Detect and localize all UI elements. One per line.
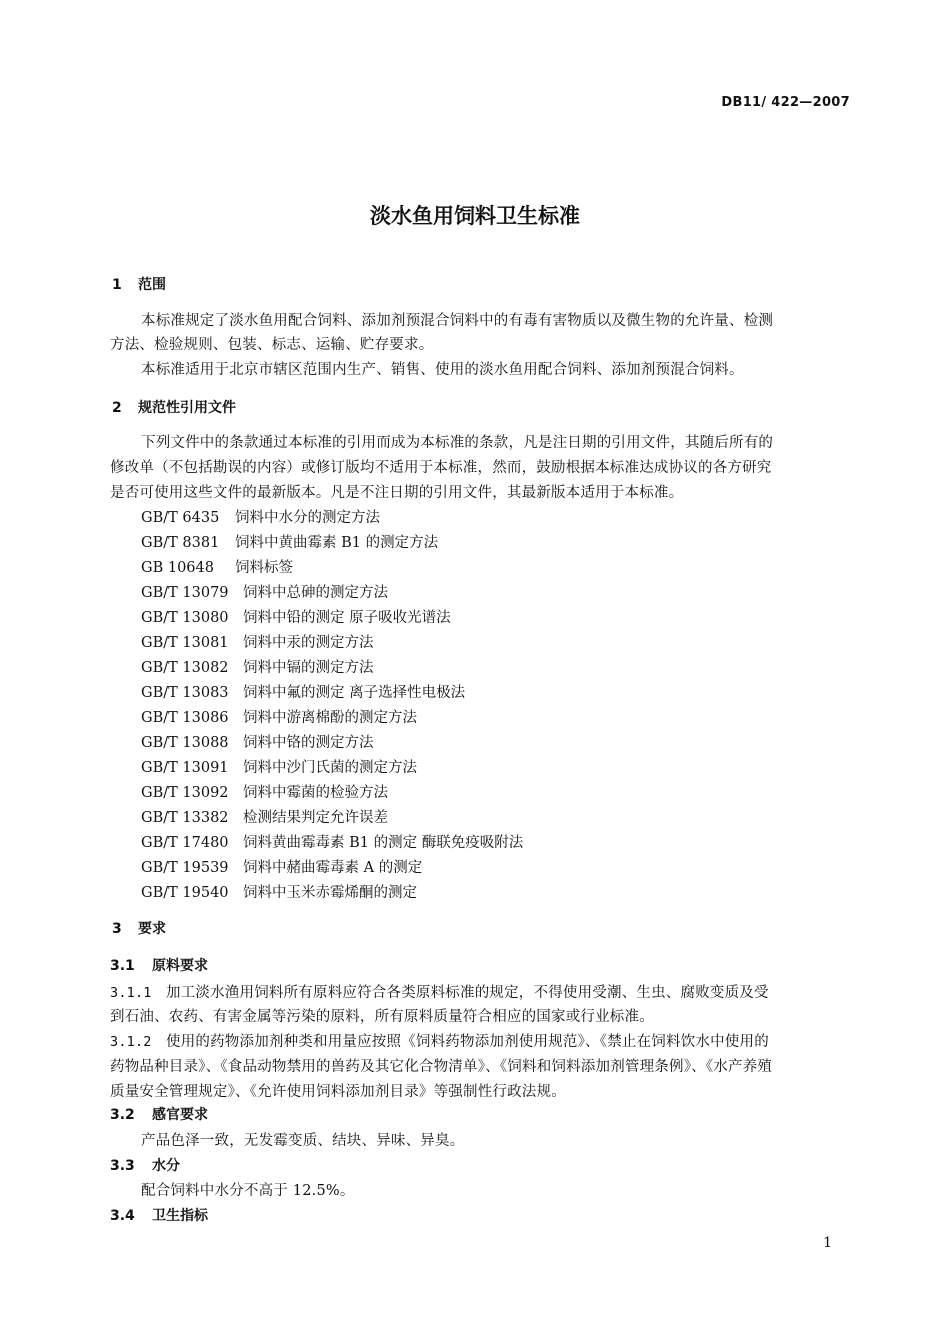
reference-code: GB/T 13081 <box>141 635 229 651</box>
reference-code: GB/T 13080 <box>141 610 229 626</box>
section-number: 2 <box>112 400 122 416</box>
reference-code: GB/T 13083 <box>141 685 229 701</box>
reference-title: 饲料中黄曲霉素 B1 的测定方法 <box>235 535 439 551</box>
subsection-number: 3.1 <box>110 958 135 974</box>
reference-title: 饲料中镉的测定方法 <box>243 660 374 676</box>
reference-code: GB/T 13082 <box>141 660 229 676</box>
reference-item <box>141 831 523 852</box>
reference-item <box>141 731 374 752</box>
paragraph-line: 下列文件中的条款通过本标准的引用而成为本标准的条款，凡是注日期的引用文件，其随后所有的 <box>141 435 774 451</box>
reference-code: GB/T 8381 <box>141 535 220 551</box>
section-number: 1 <box>112 277 122 293</box>
paragraph-line: 产品色泽一致，无发霉变质、结块、异味、异臭。 <box>141 1133 465 1149</box>
reference-title: 饲料中沙门氏菌的测定方法 <box>243 760 417 776</box>
paragraph-line: 是否可使用这些文件的最新版本。凡是不注日期的引用文件，其最新版本适用于本标准。 <box>110 485 684 501</box>
reference-title: 饲料中赭曲霉毒素 A 的测定 <box>243 860 423 876</box>
paragraph-line: 本标准适用于北京市辖区范围内生产、销售、使用的淡水鱼用配合饲料、添加剂预混合饲料。 <box>141 362 744 378</box>
paragraph-line: 修改单（不包括勘误的内容）或修订版均不适用于本标准，然而，鼓励根据本标准达成协议的各方研究 <box>110 460 772 476</box>
reference-item <box>141 531 438 552</box>
reference-title: 饲料中氟的测定 离子选择性电极法 <box>243 685 466 701</box>
reference-code: GB/T 13086 <box>141 710 229 726</box>
paragraph-line: 质量安全管理规定》、《允许使用饲料添加剂目录》等强制性行政法规。 <box>110 1084 566 1100</box>
section-title: 规范性引用文件 <box>138 400 236 416</box>
clause-text: 加工淡水渔用饲料所有原料应符合各类原料标准的规定，不得使用受潮、生虫、腐败变质及受 <box>166 985 769 1001</box>
paragraph-line: 药物品种目录》、《食品动物禁用的兽药及其它化合物清单》、《饲料和饲料添加剂管理条例》、《水产养殖 <box>110 1059 773 1075</box>
reference-title: 饲料中总砷的测定方法 <box>243 585 388 601</box>
clause-number: 3.1.1 <box>110 985 152 1001</box>
clause-number: 3.1.2 <box>110 1034 152 1050</box>
reference-title: 饲料中游离棉酚的测定方法 <box>243 710 417 726</box>
page-title: 淡水鱼用饲料卫生标准 <box>370 204 580 228</box>
reference-item <box>141 781 388 802</box>
subsection-3-1-heading <box>110 955 208 975</box>
subsection-title: 感官要求 <box>152 1107 208 1123</box>
paragraph-line: 方法、检验规则、包装、标志、运输、贮存要求。 <box>110 337 434 353</box>
reference-title: 饲料中水分的测定方法 <box>235 510 380 526</box>
reference-code: GB/T 13092 <box>141 785 229 801</box>
reference-code: GB/T 17480 <box>141 835 229 851</box>
subsection-number: 3.2 <box>110 1107 135 1123</box>
reference-code: GB/T 19539 <box>141 860 229 876</box>
reference-item <box>141 606 451 627</box>
reference-item <box>141 631 374 652</box>
paragraph-line: 本标准规定了淡水鱼用配合饲料、添加剂预混合饲料中的有毒有害物质以及微生物的允许量、检测 <box>141 313 774 329</box>
reference-item <box>141 556 293 577</box>
section-2-heading <box>112 397 236 417</box>
reference-code: GB/T 13079 <box>141 585 229 601</box>
reference-title: 饲料黄曲霉毒素 B1 的测定 酶联免疫吸附法 <box>243 835 524 851</box>
subsection-3-4-heading <box>110 1205 208 1225</box>
reference-code: GB/T 6435 <box>141 510 220 526</box>
reference-title: 饲料中铅的测定 原子吸收光谱法 <box>243 610 451 626</box>
reference-title: 饲料中霉菌的检验方法 <box>243 785 388 801</box>
reference-item <box>141 881 417 902</box>
subsection-number: 3.4 <box>110 1208 135 1224</box>
subsection-3-3-heading <box>110 1155 180 1175</box>
subsection-number: 3.3 <box>110 1158 135 1174</box>
paragraph-line <box>110 1030 769 1051</box>
reference-item <box>141 706 417 727</box>
section-1-heading <box>112 274 166 294</box>
subsection-title: 原料要求 <box>152 958 208 974</box>
reference-title: 饲料中铬的测定方法 <box>243 735 374 751</box>
section-3-heading <box>112 918 166 938</box>
reference-title: 饲料中玉米赤霉烯酮的测定 <box>243 885 417 901</box>
reference-item <box>141 656 374 677</box>
section-number: 3 <box>112 921 122 937</box>
paragraph-line: 配合饲料中水分不高于 12.5%。 <box>141 1183 355 1199</box>
paragraph-line <box>110 981 769 1002</box>
reference-item <box>141 506 380 527</box>
reference-item <box>141 806 388 827</box>
standard-code: DB11/ 422—2007 <box>721 95 850 110</box>
subsection-title: 卫生指标 <box>152 1208 208 1224</box>
page-number: 1 <box>823 1235 832 1251</box>
reference-code: GB 10648 <box>141 560 214 576</box>
reference-item <box>141 681 465 702</box>
reference-item <box>141 581 388 602</box>
section-title: 范围 <box>138 277 166 293</box>
subsection-3-2-heading <box>110 1104 208 1124</box>
section-title: 要求 <box>138 921 166 937</box>
reference-title: 饲料标签 <box>235 560 293 576</box>
clause-text: 使用的药物添加剂种类和用量应按照《饲料药物添加剂使用规范》、《禁止在饲料饮水中使用的 <box>166 1034 769 1050</box>
reference-code: GB/T 13091 <box>141 760 229 776</box>
reference-title: 检测结果判定允许误差 <box>243 810 388 826</box>
subsection-title: 水分 <box>152 1158 180 1174</box>
reference-title: 饲料中汞的测定方法 <box>243 635 374 651</box>
paragraph-line: 到石油、农药、有害金属等污染的原料，所有原料质量符合相应的国家或行业标准。 <box>110 1009 654 1025</box>
reference-item <box>141 856 422 877</box>
reference-code: GB/T 19540 <box>141 885 229 901</box>
reference-code: GB/T 13088 <box>141 735 229 751</box>
reference-code: GB/T 13382 <box>141 810 229 826</box>
reference-item <box>141 756 417 777</box>
